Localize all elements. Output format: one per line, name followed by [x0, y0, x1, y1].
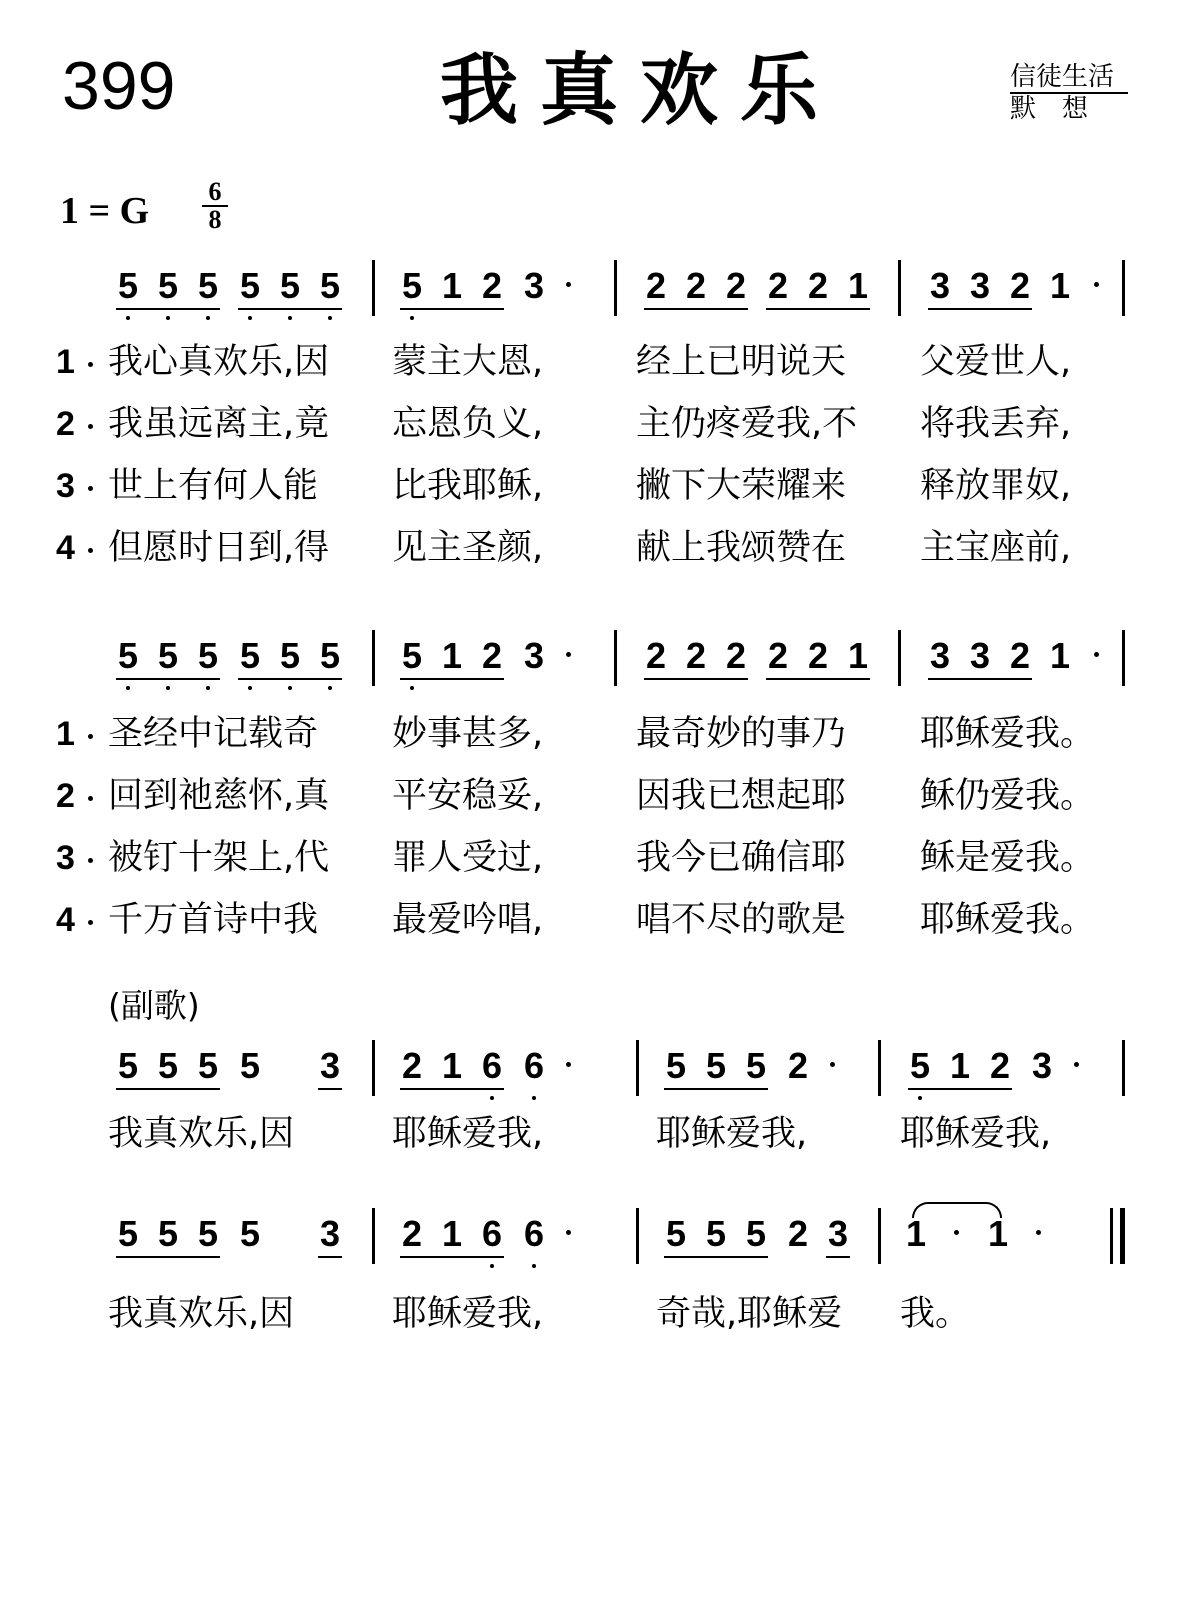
music-note: 1 [441, 635, 463, 676]
augmentation-dot [1094, 652, 1099, 657]
lyric-segment: 耶稣爱我。 [920, 900, 1096, 940]
music-note: 2 [787, 1213, 809, 1254]
music-note: 3 [827, 1213, 849, 1254]
lyric-segment: 我今已确信耶 [636, 838, 847, 878]
music-note: 2 [685, 635, 707, 676]
music-note: 5 [745, 1213, 767, 1254]
music-note: 1 [441, 265, 463, 306]
music-note: 6 [523, 1045, 545, 1086]
bar-line [1122, 630, 1125, 686]
low-octave-dot [248, 686, 252, 690]
verse-number-dot [88, 734, 93, 739]
hymn-number: 399 [62, 48, 176, 124]
music-note: 5 [239, 1213, 261, 1254]
music-note: 2 [481, 635, 503, 676]
bar-line [372, 1208, 375, 1264]
augmentation-dot [1094, 282, 1099, 287]
beam-underline [116, 308, 220, 310]
music-note: 2 [767, 635, 789, 676]
music-note: 3 [929, 635, 951, 676]
low-octave-dot [126, 686, 130, 690]
low-octave-dot [918, 1096, 922, 1100]
music-note: 3 [319, 1045, 341, 1086]
music-note: 5 [157, 635, 179, 676]
lyric-segment: 献上我颂赞在 [636, 528, 847, 568]
low-octave-dot [288, 686, 292, 690]
beam-underline [116, 1088, 220, 1090]
lyric-segment: 主仍疼爱我,不 [636, 404, 858, 444]
lyric-segment: 唱不尽的歌是 [636, 900, 847, 940]
lyric-segment: 见主圣颜, [392, 528, 544, 568]
verse-number-dot [88, 424, 93, 429]
verse-number-dot [88, 362, 93, 367]
chorus-label: (副歌) [108, 986, 200, 1025]
lyric-segment: 忘恩负义, [392, 404, 544, 444]
music-note: 2 [787, 1045, 809, 1086]
music-note: 2 [1009, 635, 1031, 676]
augmentation-dot [1036, 1230, 1041, 1235]
music-note: 5 [239, 1045, 261, 1086]
lyric-segment: 比我耶稣, [392, 466, 544, 506]
beam-underline [766, 678, 870, 680]
music-note: 5 [197, 265, 219, 306]
music-note: 5 [197, 1045, 219, 1086]
beam-underline [928, 678, 1032, 680]
bar-line [614, 260, 617, 316]
music-note: 2 [767, 265, 789, 306]
lyric-segment: 父爱世人, [920, 342, 1072, 382]
low-octave-dot [288, 316, 292, 320]
bar-line [1120, 1208, 1125, 1264]
verse-number-dot [88, 920, 93, 925]
bar-line [372, 630, 375, 686]
verse-number: 1 [56, 715, 75, 753]
low-octave-dot [410, 316, 414, 320]
beam-underline [400, 678, 504, 680]
music-note: 2 [1009, 265, 1031, 306]
bar-line [636, 1040, 639, 1096]
beam-underline [238, 308, 342, 310]
low-octave-dot [532, 1264, 536, 1268]
lyric-segment: 平安稳妥, [392, 776, 544, 816]
music-note: 5 [117, 265, 139, 306]
lyric-segment: 妙事甚多, [392, 714, 544, 754]
bar-line [898, 260, 901, 316]
music-note: 1 [1049, 265, 1071, 306]
music-note: 5 [705, 1045, 727, 1086]
music-note: 5 [705, 1213, 727, 1254]
augmentation-dot [954, 1230, 959, 1235]
music-note: 5 [197, 635, 219, 676]
lyric-segment: 稣仍爱我。 [920, 776, 1096, 816]
low-octave-dot [490, 1264, 494, 1268]
lyric-segment: 我虽远离主,竟 [108, 404, 330, 444]
lyric-segment: 我。 [900, 1294, 971, 1334]
hymn-title: 我真欢乐 [440, 46, 841, 136]
lyric-segment: 因我已想起耶 [636, 776, 847, 816]
bar-line [614, 630, 617, 686]
music-note: 2 [645, 635, 667, 676]
lyric-segment: 主宝座前, [920, 528, 1072, 568]
beam-underline [400, 1088, 504, 1090]
verse-number-dot [88, 858, 93, 863]
beam-underline [238, 678, 342, 680]
time-sig-bottom: 8 [208, 205, 222, 234]
key-signature: 1 = G [60, 190, 150, 232]
music-note: 5 [157, 1213, 179, 1254]
low-octave-dot [166, 686, 170, 690]
lyric-segment: 撇下大荣耀来 [636, 466, 847, 506]
low-octave-dot [532, 1096, 536, 1100]
lyric-segment: 最奇妙的事乃 [636, 714, 847, 754]
low-octave-dot [328, 686, 332, 690]
low-octave-dot [206, 316, 210, 320]
beam-underline [644, 308, 748, 310]
music-note: 5 [239, 635, 261, 676]
lyric-segment: 被钉十架上,代 [108, 838, 330, 878]
music-note: 2 [645, 265, 667, 306]
music-note: 3 [523, 635, 545, 676]
music-note: 2 [725, 635, 747, 676]
music-note: 6 [481, 1213, 503, 1254]
music-note: 2 [807, 635, 829, 676]
beam-underline [766, 308, 870, 310]
music-note: 2 [807, 265, 829, 306]
augmentation-dot [566, 1062, 571, 1067]
lyric-segment: 耶稣爱我, [392, 1294, 544, 1334]
lyric-segment: 我真欢乐,因 [108, 1294, 295, 1334]
low-octave-dot [490, 1096, 494, 1100]
lyric-segment: 回到祂慈怀,真 [108, 776, 330, 816]
music-note: 2 [481, 265, 503, 306]
music-note: 3 [969, 635, 991, 676]
music-note: 3 [969, 265, 991, 306]
low-octave-dot [206, 686, 210, 690]
low-octave-dot [126, 316, 130, 320]
music-note: 1 [847, 635, 869, 676]
music-note: 6 [523, 1213, 545, 1254]
bar-line [372, 260, 375, 316]
music-note: 3 [319, 1213, 341, 1254]
low-octave-dot [248, 316, 252, 320]
music-note: 5 [117, 1213, 139, 1254]
verse-number-dot [88, 548, 93, 553]
music-note: 1 [441, 1213, 463, 1254]
music-note: 5 [279, 265, 301, 306]
lyric-segment: 释放罪奴, [920, 466, 1072, 506]
augmentation-dot [830, 1062, 835, 1067]
music-note: 1 [1049, 635, 1071, 676]
music-note: 1 [441, 1045, 463, 1086]
lyric-segment: 耶稣爱我, [392, 1114, 544, 1154]
bar-line [878, 1040, 881, 1096]
beam-underline [400, 308, 504, 310]
verse-number: 2 [56, 405, 75, 443]
lyric-segment: 我心真欢乐,因 [108, 342, 330, 382]
beam-underline [116, 678, 220, 680]
music-note: 5 [117, 635, 139, 676]
lyric-segment: 我真欢乐,因 [108, 1114, 295, 1154]
bar-line [898, 630, 901, 686]
lyric-segment: 圣经中记载奇 [108, 714, 319, 754]
verse-number: 1 [56, 343, 75, 381]
lyric-segment: 稣是爱我。 [920, 838, 1096, 878]
bar-line [878, 1208, 881, 1264]
low-octave-dot [328, 316, 332, 320]
augmentation-dot [566, 652, 571, 657]
music-note: 5 [239, 265, 261, 306]
music-note: 5 [279, 635, 301, 676]
credits [1010, 62, 1128, 124]
music-note: 2 [401, 1045, 423, 1086]
lyric-segment: 罪人受过, [392, 838, 544, 878]
music-note: 1 [949, 1045, 971, 1086]
lyric-segment: 世上有何人能 [108, 466, 319, 506]
music-note: 5 [319, 265, 341, 306]
beam-underline [318, 1088, 342, 1090]
lyric-segment: 将我丢弃, [920, 404, 1072, 444]
lyric-segment: 耶稣爱我。 [920, 714, 1096, 754]
beam-underline [908, 1088, 1012, 1090]
music-note: 2 [725, 265, 747, 306]
music-note: 5 [117, 1045, 139, 1086]
source-credit: 信徒生活 [1010, 62, 1128, 94]
bar-line [372, 1040, 375, 1096]
lyric-segment: 经上已明说天 [636, 342, 847, 382]
music-note: 5 [401, 635, 423, 676]
music-note: 1 [905, 1213, 927, 1254]
verse-number-dot [88, 486, 93, 491]
beam-underline [644, 678, 748, 680]
augmentation-dot [1074, 1062, 1079, 1067]
music-note: 5 [401, 265, 423, 306]
lyric-segment: 但愿时日到,得 [108, 528, 330, 568]
bar-line [1122, 260, 1125, 316]
time-signature [202, 177, 228, 234]
music-note: 5 [319, 635, 341, 676]
beam-underline [400, 1256, 504, 1258]
music-note: 2 [685, 265, 707, 306]
augmentation-dot [566, 282, 571, 287]
verse-number: 3 [56, 467, 75, 505]
music-note: 5 [665, 1045, 687, 1086]
music-note: 5 [157, 265, 179, 306]
beam-underline [928, 308, 1032, 310]
lyric-segment: 最爱吟唱, [392, 900, 544, 940]
beam-underline [826, 1256, 850, 1258]
author-credit: 默 想 [1010, 94, 1089, 124]
music-note: 5 [745, 1045, 767, 1086]
music-note: 5 [197, 1213, 219, 1254]
verse-number: 4 [56, 529, 75, 567]
verse-number: 4 [56, 901, 75, 939]
verse-number: 3 [56, 839, 75, 877]
bar-line [636, 1208, 639, 1264]
music-note: 1 [987, 1213, 1009, 1254]
music-note: 6 [481, 1045, 503, 1086]
music-note: 3 [929, 265, 951, 306]
time-sig-top: 6 [208, 177, 222, 206]
bar-line [1110, 1208, 1113, 1264]
lyric-segment: 蒙主大恩, [392, 342, 544, 382]
verse-number-dot [88, 796, 93, 801]
music-note: 5 [909, 1045, 931, 1086]
music-note: 2 [989, 1045, 1011, 1086]
lyric-segment: 耶稣爱我, [656, 1114, 808, 1154]
beam-underline [116, 1256, 220, 1258]
lyric-segment: 千万首诗中我 [108, 900, 319, 940]
music-note: 2 [401, 1213, 423, 1254]
lyric-segment: 奇哉,耶稣爱 [656, 1294, 843, 1334]
music-note: 3 [1031, 1045, 1053, 1086]
beam-underline [664, 1088, 768, 1090]
low-octave-dot [166, 316, 170, 320]
beam-underline [664, 1256, 768, 1258]
music-note: 5 [157, 1045, 179, 1086]
beam-underline [318, 1256, 342, 1258]
music-note: 1 [847, 265, 869, 306]
low-octave-dot [410, 686, 414, 690]
music-note: 3 [523, 265, 545, 306]
music-note: 5 [665, 1213, 687, 1254]
bar-line [1122, 1040, 1125, 1096]
verse-number: 2 [56, 777, 75, 815]
augmentation-dot [566, 1230, 571, 1235]
lyric-segment: 耶稣爱我, [900, 1114, 1052, 1154]
